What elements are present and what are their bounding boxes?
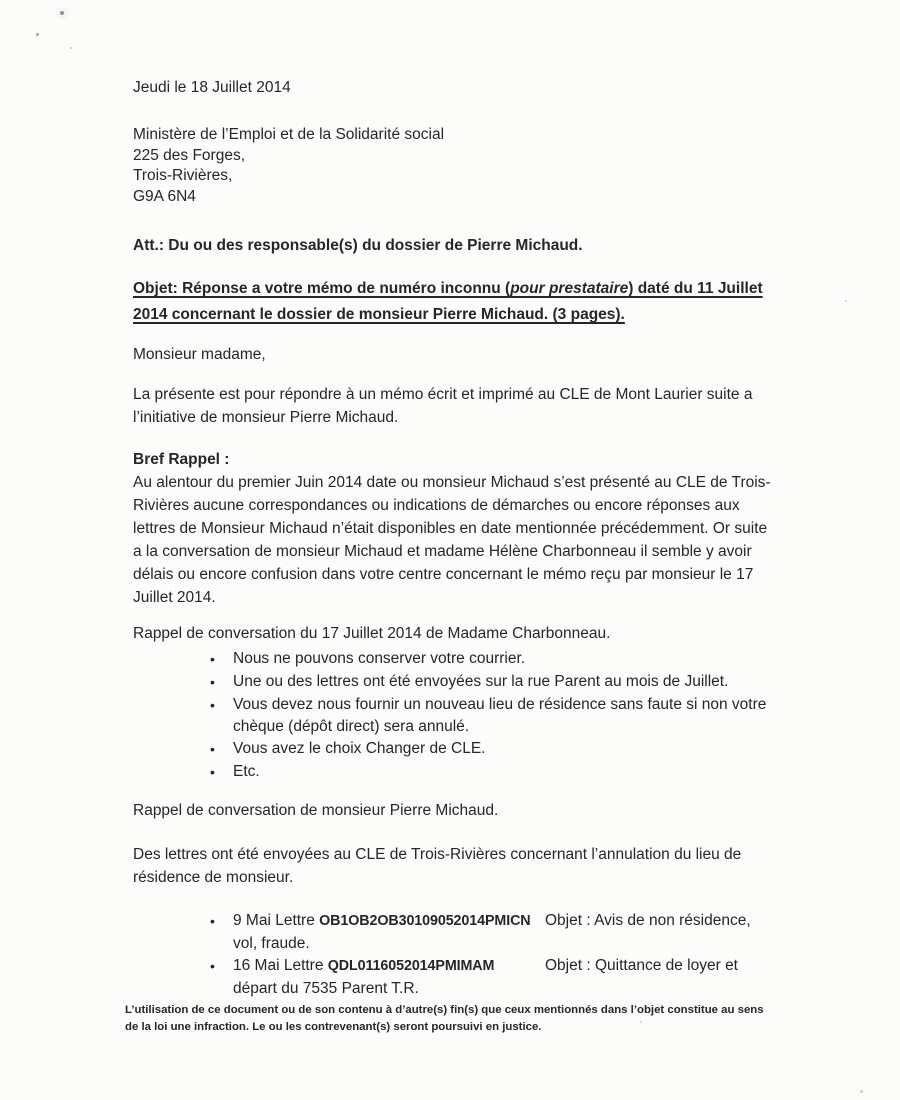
letter-entry-line	[210, 955, 775, 978]
recipient-line: G9A 6N4	[133, 187, 196, 205]
recipient-line: Ministère de l’Emploi et de la Solidarité social	[133, 126, 445, 143]
recipient-line: Trois-Rivières,	[133, 167, 233, 184]
list-item	[133, 910, 775, 955]
scan-speck	[845, 300, 847, 302]
letter-date: Jeudi le 18 Juillet 2014	[133, 79, 291, 96]
recap-body: Au alentour du premier Juin 2014 date ou monsieur Michaud s’est présenté au CLE de Trois-Rivières aucune correspondances ou indications de démarches ou encore réponses aux lettres de Monsieur Michaud n’était disponibles en date mentionnée précédemment. Or suite a la conversation de monsieur Michaud et madame Hélène Charbonneau il semble y avoir délais ou encore confusion dans votre centre concernant le mémo reçu par monsieur le 17 Juillet 2014.	[133, 474, 771, 606]
letter-entry-continuation: vol, fraude.	[233, 935, 310, 952]
letter-date-code	[233, 955, 545, 978]
subject-italic: pour prestataire	[510, 280, 629, 297]
conversation-charbonneau-heading: Rappel de conversation du 17 Juillet 2014 de Madame Charbonneau.	[133, 625, 611, 642]
bullet-icon	[210, 955, 233, 978]
scan-speck	[860, 1090, 863, 1093]
bullet-icon	[210, 648, 233, 671]
letter-code: QDL0116052014PMIMAM	[327, 958, 495, 974]
letter-entry-continuation: départ du 7535 Parent T.R.	[233, 980, 419, 997]
letter-objet: Objet : Quittance de loyer et	[545, 957, 738, 974]
bullet-icon	[210, 694, 233, 738]
letter-date-code	[233, 910, 545, 933]
subject-suffix: ) daté du 11 Juillet 2014 concernant le dossier de monsieur Pierre Michaud. (3 pages).	[133, 280, 763, 323]
charbonneau-bullet-list	[133, 648, 775, 784]
subject-line	[133, 276, 775, 328]
letter-entry-line	[210, 910, 775, 933]
conversation-michaud-heading: Rappel de conversation de monsieur Pierre Michaud.	[133, 802, 499, 819]
salutation: Monsieur madame,	[133, 346, 266, 363]
scan-speck	[36, 33, 39, 36]
recipient-line: 225 des Forges,	[133, 146, 246, 164]
letter-lead: 16 Mai Lettre	[233, 957, 328, 974]
list-item	[133, 648, 775, 671]
list-item	[133, 738, 775, 761]
legal-footer-notice: L’utilisation de ce document ou de son contenu à d’autre(s) fin(s) que ceux mentionnés dans l’objet constitue au sens de la loi une infraction. Le ou les contrevenant(s) seront poursuivi en justice.	[125, 1004, 764, 1033]
subject-prefix: Objet: Réponse a votre mémo de numéro inconnu (	[133, 280, 511, 297]
recap-heading: Bref Rappel :	[133, 451, 230, 468]
scan-speck	[70, 47, 72, 49]
letters-sent-list	[133, 910, 775, 1000]
letter-code: OB1OB2OB30109052014PMICN	[319, 913, 531, 929]
bullet-icon	[210, 671, 233, 694]
list-item	[133, 761, 775, 784]
intro-paragraph: La présente est pour répondre à un mémo écrit et imprimé au CLE de Mont Laurier suite a l’initiative de monsieur Pierre Michaud.	[133, 386, 753, 426]
bullet-text: Une ou des lettres ont été envoyées sur la rue Parent au mois de Juillet.	[233, 673, 729, 690]
attention-line: Att.: Du ou des responsable(s) du dossier de Pierre Michaud.	[133, 237, 583, 254]
bullet-text: Vous devez nous fournir un nouveau lieu de résidence sans faute si non votre chèque (dépôt direct) sera annulé.	[233, 696, 767, 735]
letter-lead: 9 Mai Lettre	[233, 912, 320, 929]
list-item	[133, 955, 775, 1000]
bullet-text: Etc.	[233, 763, 260, 780]
bullet-text: Vous avez le choix Changer de CLE.	[233, 740, 486, 757]
bullet-text: Nous ne pouvons conserver votre courrier.	[233, 650, 526, 667]
list-item	[133, 671, 775, 694]
recipient-address	[133, 125, 775, 207]
bullet-icon	[210, 761, 233, 784]
list-item	[133, 694, 775, 738]
scan-speck	[60, 11, 64, 15]
letter-body	[125, 76, 775, 1035]
bullet-icon	[210, 910, 233, 933]
letters-intro-paragraph: Des lettres ont été envoyées au CLE de Trois-Rivières concernant l’annulation du lieu de résidence de monsieur.	[133, 846, 742, 886]
bullet-icon	[210, 738, 233, 761]
letter-objet: Objet : Avis de non résidence,	[545, 912, 751, 929]
